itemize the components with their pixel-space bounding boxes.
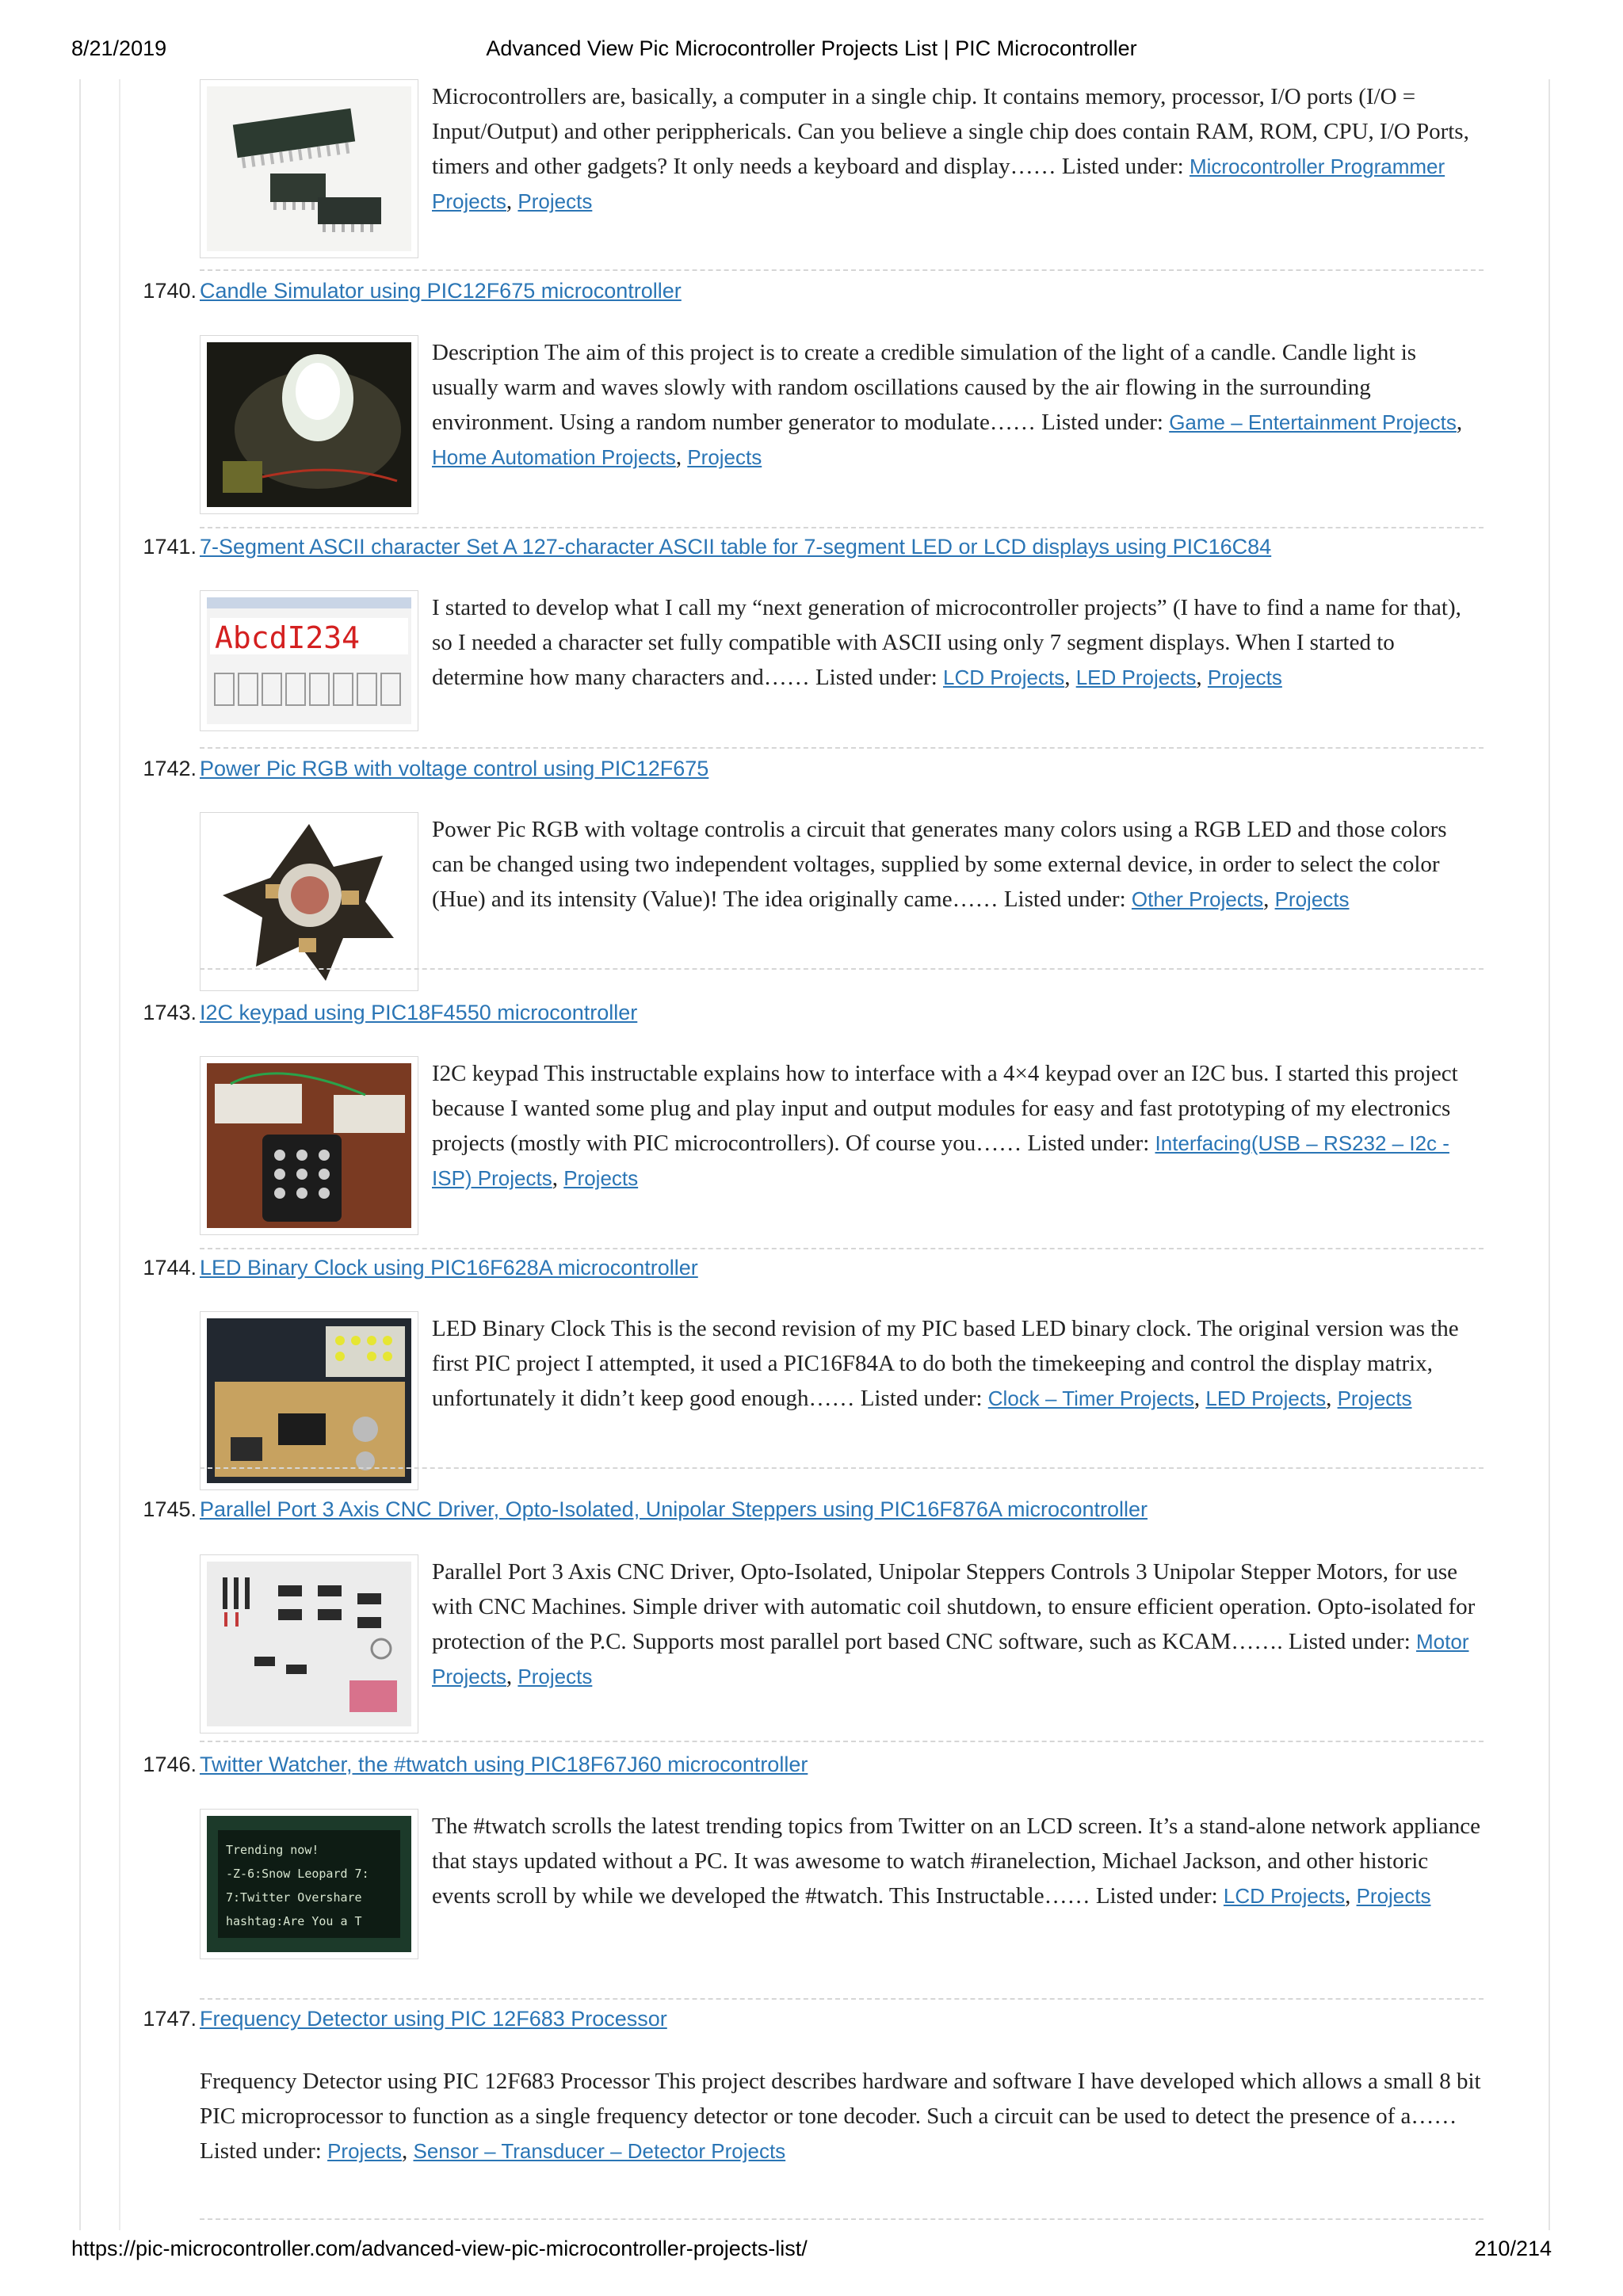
candle-photo-icon xyxy=(207,342,411,507)
category-link[interactable]: LCD Projects xyxy=(1223,1884,1346,1908)
entry-number: 1742. xyxy=(143,757,197,780)
entry-number: 1745. xyxy=(143,1497,197,1521)
entry-separator xyxy=(200,1248,1484,1249)
project-description: Frequency Detector using PIC 12F683 Processor This project describes hardware and software I have developed which allows a small 8 bit PIC microprocessor to function as a single frequency detector or tone decoder. Such a circuit can be used to detect the presence of a…… Listed under: Projects, Sensor – Transducer – Detector Projects xyxy=(200,2069,1481,2164)
category-link[interactable]: Projects xyxy=(687,445,762,469)
lcd-line: Trending now! xyxy=(226,1843,319,1857)
lcd-line: -Z-6:Snow Leopard 7: xyxy=(226,1867,369,1881)
entry-separator xyxy=(200,968,1484,970)
entry-number: 1747. xyxy=(143,2007,197,2031)
entry-separator xyxy=(200,1998,1484,2000)
project-description: The #twatch scrolls the latest trending topics from Twitter on an LCD screen. It’s a stand-alone network appliance that stays updated without a PC. It was awesome to watch #iranelection, Michael Jackson, and other historic events scroll by while we developed the #twatch. This Instructable…… Listed under: LCD Projects, Projects xyxy=(432,1814,1480,1909)
category-link[interactable]: Sensor – Transducer – Detector Projects xyxy=(413,2139,786,2163)
print-url: https://pic-microcontroller.com/advanced-view-pic-microcontroller-projects-list/ xyxy=(71,2237,808,2260)
print-page-number: 210/214 xyxy=(1474,2237,1552,2260)
category-link[interactable]: LED Projects xyxy=(1075,666,1197,689)
entry-separator xyxy=(200,269,1484,271)
print-date: 8/21/2019 xyxy=(71,36,167,60)
project-thumbnail[interactable] xyxy=(200,1809,418,1959)
category-link[interactable]: Projects xyxy=(1337,1386,1412,1410)
project-title-link[interactable]: LED Binary Clock using PIC16F628A microcontroller xyxy=(200,1256,698,1280)
thumb-seven-segment-text: AbcdI234 xyxy=(215,620,361,655)
content-rule xyxy=(119,79,120,2230)
entry-separator xyxy=(200,2218,1484,2220)
category-link[interactable]: Game – Entertainment Projects xyxy=(1169,410,1457,434)
category-link[interactable]: Projects xyxy=(517,189,593,213)
keypad-photo-icon xyxy=(207,1063,411,1228)
category-link[interactable]: Microcontroller Programmer Projects xyxy=(432,154,1445,213)
entry-separator xyxy=(200,1467,1484,1469)
entry-number: 1746. xyxy=(143,1753,197,1776)
entry-number: 1743. xyxy=(143,1001,197,1024)
project-title-link[interactable]: Power Pic RGB with voltage control using PIC12F675 xyxy=(200,757,709,780)
binary-clock-photo-icon xyxy=(207,1318,411,1483)
entry-number: 1740. xyxy=(143,279,197,303)
project-description: Power Pic RGB with voltage controlis a circuit that generates many colors using a RGB LED and those colors can be changed using two independent voltages, supplied by some external device, in order to select the color (Hue) and its intensity (Value)! The idea originally came…… Listed under: Other Projects, Projects xyxy=(432,817,1447,912)
project-description: Description The aim of this project is to create a credible simulation of the light of a candle. Candle light is usually warm and waves slowly with random oscillations caused by the air flowing in the surrounding environment. Using a random number generator to modulate…… Listed under: Game – Entertainment Projects, Home Automation Projects, Projects xyxy=(432,340,1463,470)
project-description: Parallel Port 3 Axis CNC Driver, Opto-Isolated, Unipolar Steppers Controls 3 Unipolar Stepper Motors, for use with CNC Machines. Simple driver with automatic coil shutdown, to ensure efficient operation. Opto-isolated for protection of the P.C. Supports most parallel port based CNC software, such as KCAM……. Listed under: Motor Projects, Projects xyxy=(432,1559,1476,1689)
entry-separator xyxy=(200,747,1484,749)
project-thumbnail[interactable] xyxy=(200,79,418,258)
project-thumbnail[interactable] xyxy=(200,335,418,514)
entry-number: 1741. xyxy=(143,535,197,559)
project-title-link[interactable]: Candle Simulator using PIC12F675 microcontroller xyxy=(200,279,682,303)
entry-number: 1744. xyxy=(143,1256,197,1280)
project-description: Microcontrollers are, basically, a computer in a single chip. It contains memory, processor, I/O ports (I/O = Input/Output) and other peripphericals. Can you believe a single chip does contain RAM, ROM, CPU, I/O Ports, timers and other gadgets? It only needs a keyboard and display…… Listed under: Microcontroller Programmer Projects, Projects xyxy=(432,84,1469,214)
project-title-link[interactable]: 7-Segment ASCII character Set A 127-character ASCII table for 7-segment LED or LCD displays using PIC16C84 xyxy=(200,535,1272,559)
microchip-photo-icon xyxy=(207,86,411,251)
project-title-link[interactable]: I2C keypad using PIC18F4550 microcontroller xyxy=(200,1001,638,1024)
rgb-led-photo-icon xyxy=(207,819,411,984)
category-link[interactable]: LCD Projects xyxy=(943,666,1065,689)
category-link[interactable]: Projects xyxy=(1207,666,1282,689)
entry-separator xyxy=(200,1741,1484,1742)
category-link[interactable]: Clock – Timer Projects xyxy=(987,1386,1194,1410)
project-title-link[interactable]: Frequency Detector using PIC 12F683 Processor xyxy=(200,2007,667,2031)
project-thumbnail[interactable] xyxy=(200,1056,418,1235)
project-title-link[interactable]: Twitter Watcher, the #twatch using PIC18F67J60 microcontroller xyxy=(200,1753,808,1776)
category-link[interactable]: Projects xyxy=(327,2139,402,2163)
category-link[interactable]: Other Projects xyxy=(1131,887,1264,911)
category-link[interactable]: Projects xyxy=(1356,1884,1431,1908)
category-link[interactable]: Projects xyxy=(1274,887,1350,911)
category-link[interactable]: Projects xyxy=(517,1665,593,1688)
project-thumbnail[interactable] xyxy=(200,590,418,731)
project-thumbnail[interactable] xyxy=(200,812,418,991)
category-link[interactable]: Home Automation Projects xyxy=(432,445,676,469)
project-description: I started to develop what I call my “next generation of microcontroller projects” (I have to find a name for that), so I needed a character set fully compatible with ASCII using only 7 segment displays. When I started to determine how many characters and…… Listed under: LCD Projects, LED Projects, Projects xyxy=(432,595,1461,690)
project-thumbnail[interactable] xyxy=(200,1311,418,1490)
cnc-parts-photo-icon xyxy=(207,1562,411,1726)
lcd-line: 7:Twitter Overshare xyxy=(226,1890,362,1905)
category-link[interactable]: Projects xyxy=(563,1166,639,1190)
project-thumbnail[interactable] xyxy=(200,1554,418,1733)
project-description: I2C keypad This instructable explains how to interface with a 4×4 keypad over an I2C bus. I started this project because I wanted some plug and play input and output modules for easy and fast prototyping of my electronics projects (mostly with PIC microcontrollers). Of course you…… Listed under: Interfacing(USB – RS232 – I2c -ISP) Projects, Projects xyxy=(432,1061,1458,1191)
lcd-screen-photo-icon xyxy=(207,1816,411,1952)
lcd-line: hashtag:Are You a T xyxy=(226,1914,362,1928)
category-link[interactable]: Motor Projects xyxy=(432,1630,1469,1688)
project-title-link[interactable]: Parallel Port 3 Axis CNC Driver, Opto-Isolated, Unipolar Steppers using PIC16F876A microcontroller xyxy=(200,1497,1148,1521)
print-title: Advanced View Pic Microcontroller Projects List | PIC Microcontroller xyxy=(486,36,1137,60)
category-link[interactable]: LED Projects xyxy=(1205,1386,1327,1410)
entry-separator xyxy=(200,527,1484,528)
project-description: LED Binary Clock This is the second revision of my PIC based LED binary clock. The original version was the first PIC project I attempted, it used a PIC16F84A to do both the timekeeping and control the display matrix, unfortunately it didn’t keep good enough…… Listed under: Clock – Timer Projects, LED Projects, Projects xyxy=(432,1316,1459,1411)
seven-segment-screenshot-icon xyxy=(207,597,411,724)
category-link[interactable]: Interfacing(USB – RS232 – I2c -ISP) Projects xyxy=(432,1131,1449,1190)
print-header xyxy=(0,36,1623,84)
print-footer xyxy=(0,2237,1623,2284)
